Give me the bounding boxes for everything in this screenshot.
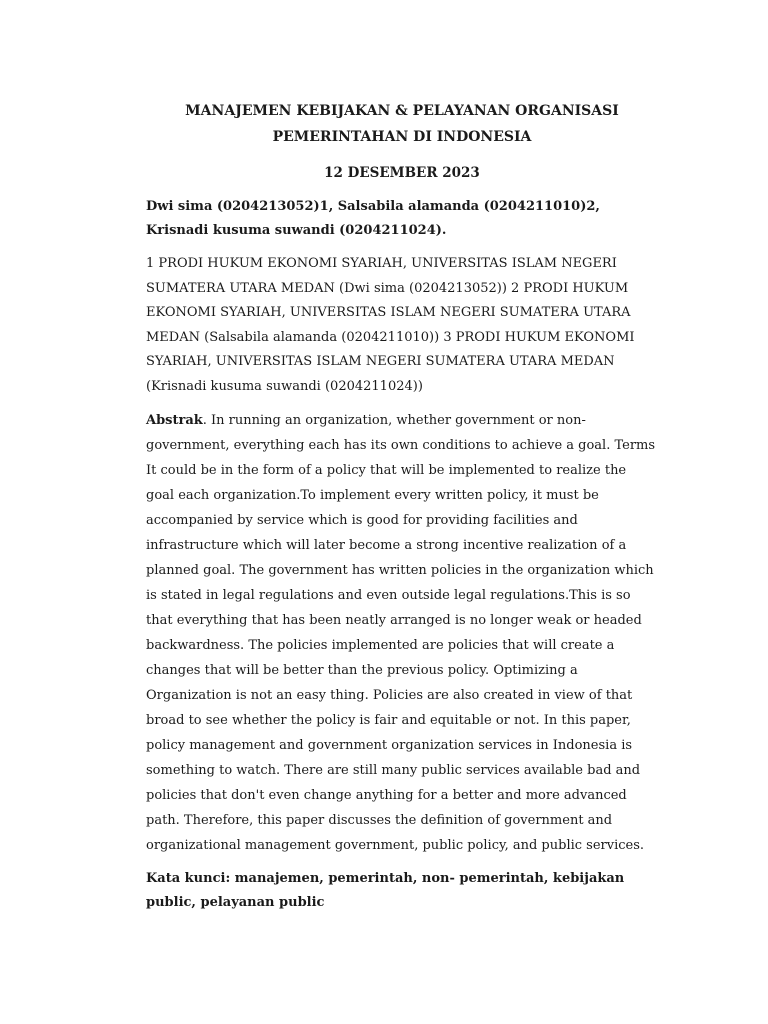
paper-authors: Dwi sima (0204213052)1, Salsabila alamanda (0204211010)2, Krisnadi kusuma suwandi (0204211024). (146, 199, 600, 238)
paper-abstract (146, 408, 658, 858)
abstract-text: . In running an organization, whether government or non-government, everything each has its own conditions to achieve a goal. Terms It could be in the form of a policy that will be implemented to realize the goal each organization.To implement every written policy, it must be accompanied by service which is good for providing facilities and infrastructure which will later become a strong incentive realization of a planned goal. The government has written policies in the organization which is stated in legal regulations and even outside legal regulations.This is so that everything that has been neatly arranged is no longer weak or headed backwardness. The policies implemented are policies that will create a changes that will be better than the previous policy. Optimizing a Organization is not an easy thing. Policies are also created in view of that broad to see whether the policy is fair and equitable or not. In this paper, policy management and government organization services in Indonesia is something to watch. There are still many public services available bad and policies that don't even change anything for a better and more advanced path. Therefore, this paper discusses the definition of government and organizational management government, public policy, and public services. (146, 413, 656, 853)
paper-affiliations: 1 PRODI HUKUM EKONOMI SYARIAH, UNIVERSITAS ISLAM NEGERI SUMATERA UTARA MEDAN (Dwi sima (0204213052)) 2 PRODI HUKUM EKONOMI SYARIAH, UNIVERSITAS ISLAM NEGERI SUMATERA UTARA MEDAN (Salsabila alamanda (0204211010)) 3 PRODI HUKUM EKONOMI SYARIAH, UNIVERSITAS ISLAM NEGERI SUMATERA UTARA MEDAN (Krisnadi kusuma suwandi (0204211024)) (146, 256, 635, 394)
paper-title-line-2: PEMERINTAHAN DI INDONESIA (272, 129, 532, 145)
paper-title (146, 98, 658, 150)
paper-date: 12 DESEMBER 2023 (324, 165, 480, 181)
abstract-label: Abstrak (146, 413, 203, 428)
paper-keywords: Kata kunci: manajemen, pemerintah, non- pemerintah, kebijakan public, pelayanan public (146, 871, 625, 910)
paper-title-line-1: MANAJEMEN KEBIJAKAN & PELAYANAN ORGANISASI (185, 103, 619, 119)
paper-page (146, 98, 658, 915)
